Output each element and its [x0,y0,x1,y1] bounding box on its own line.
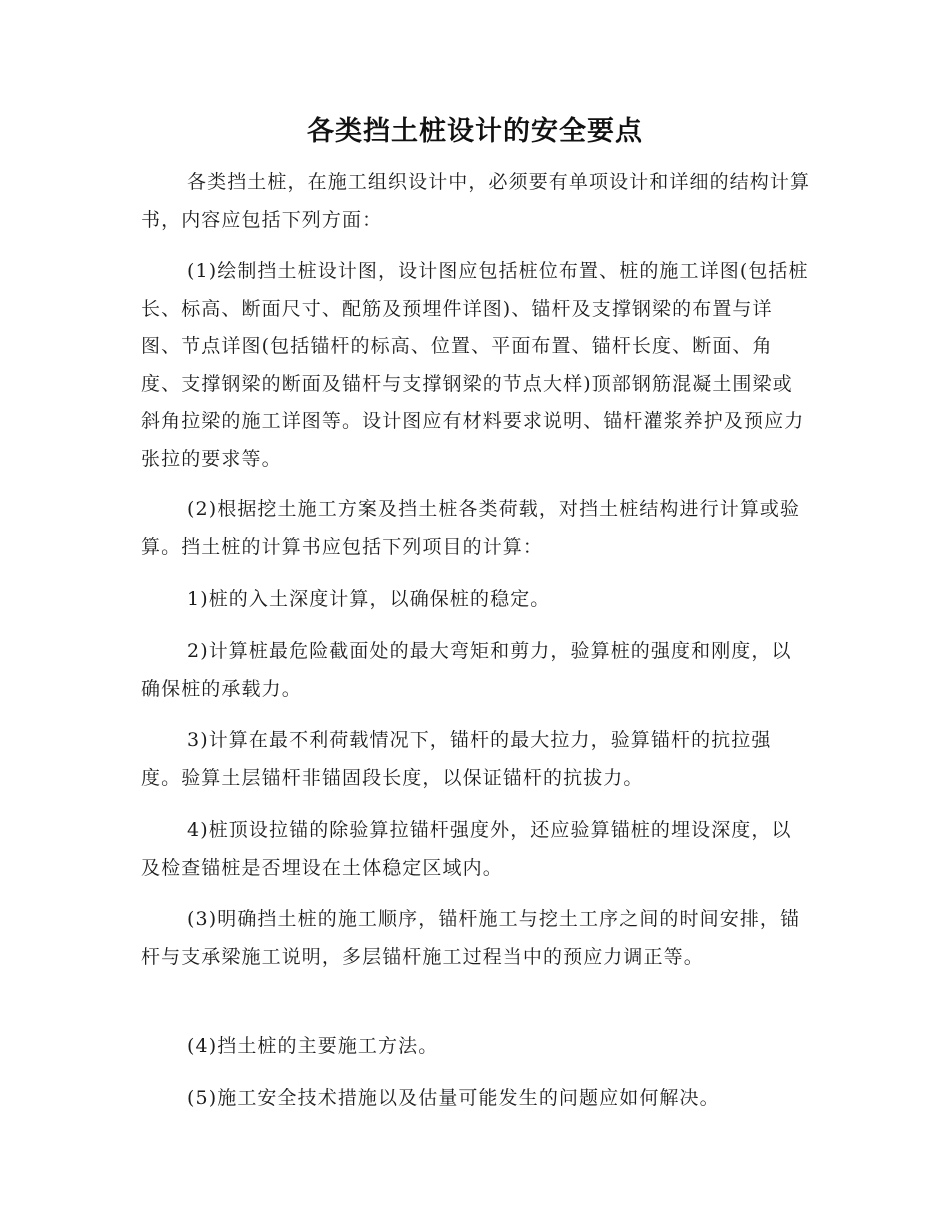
paragraph-item-3: (3)明确挡土桩的施工顺序，锚杆施工与挖土工序之间的时间安排，锚杆与支承梁施工说明，多层锚杆施工过程当中的预应力调正等。 [141,908,801,968]
paragraph-item-5: (5)施工安全技术措施以及估量可能发生的问题应如何解决。 [187,1087,720,1109]
paragraph-subitem-4: 4)桩顶设拉锚的除验算拉锚杆强度外，还应验算锚桩的埋设深度，以及检查锚桩是否埋设在土体稳定区域内。 [141,819,792,879]
page-title: 各类挡土桩设计的安全要点 [307,116,643,147]
paragraph-subitem-2: 2)计算桩最危险截面处的最大弯矩和剪力，验算桩的强度和刚度，以确保桩的承载力。 [141,640,792,700]
paragraph-subitem-3: 3)计算在最不利荷载情况下，锚杆的最大拉力，验算锚杆的抗拉强度。验算土层锚杆非锚固段长度，以保证锚杆的抗拔力。 [141,729,772,789]
paragraph-item-4: (4)挡土桩的主要施工方法。 [187,1035,439,1057]
paragraph-subitem-1: 1)桩的入土深度计算，以确保桩的稳定。 [187,588,551,610]
paragraph-intro: 各类挡土桩，在施工组织设计中，必须要有单项设计和详细的结构计算书，内容应包括下列方面： [141,171,811,231]
paragraph-item-2: (2)根据挖土施工方案及挡土桩各类荷载，对挡土桩结构进行计算或验算。挡土桩的计算书应包括下列项目的计算： [141,498,801,558]
paragraph-item-1: (1)绘制挡土桩设计图，设计图应包括桩位布置、桩的施工详图(包括桩长、标高、断面尺寸、配筋及预埋件详图)、锚杆及支撑钢梁的布置与详图、节点详图(包括锚杆的标高、位置、平面布置、锚杆长度、断面、角度、支撑钢梁的断面及锚杆与支撑钢梁的节点大样)顶部钢筋混凝土围梁或斜角拉梁的施工详图等。设计图应有材料要求说明、锚杆灌浆养护及预应力张拉的要求等。 [141,260,809,470]
